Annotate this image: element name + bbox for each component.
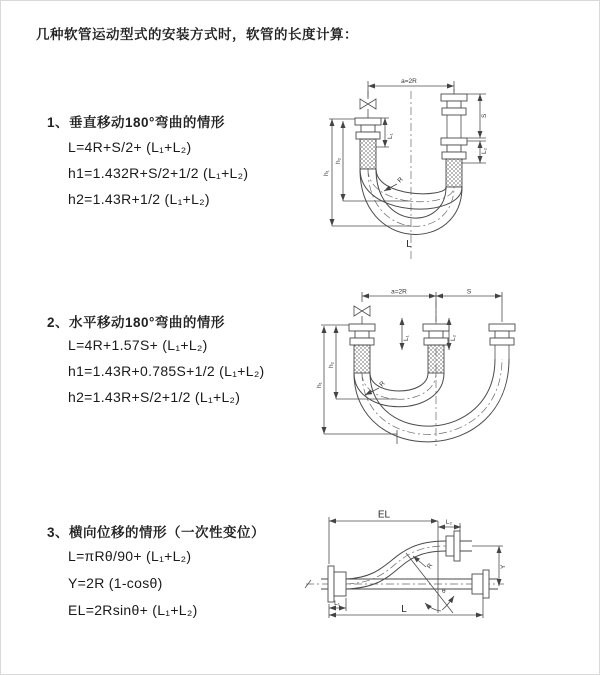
section-3-heading: 3、横向位移的情形（一次性变位） [47, 525, 266, 540]
angle-label: θ [442, 588, 446, 595]
valve-icon [354, 306, 370, 324]
dim-label-a2r: a=2R [391, 288, 407, 296]
dim-label-l2: L₂ [481, 147, 488, 154]
section-3-formula-l: L=πRθ/90+ (L₁+L₂) [68, 548, 192, 564]
diagram-lateral-displacement [296, 501, 596, 651]
left-flange [349, 324, 375, 373]
dimension-lines [316, 289, 502, 435]
diagram-horizontal-180-bend [301, 284, 591, 459]
section-1-formula-h1: h1=1.432R+S/2+1/2 (L₁+L₂) [68, 165, 249, 181]
section-3-formula-el: EL=2Rsinθ+ (L₁+L₂) [68, 602, 198, 618]
length-label: L [406, 239, 412, 250]
dim-label-l1: L₁ [403, 335, 410, 341]
diagram-vertical-180-bend [296, 61, 596, 266]
dim-label-l1: L₁ [334, 600, 340, 607]
dim-label-s: S [481, 113, 488, 118]
left-flange [355, 118, 381, 169]
top-right-flange [446, 531, 472, 561]
dimension-lines [329, 510, 507, 619]
radius-label: R [396, 176, 405, 185]
dim-label-l1: L₁ [387, 133, 394, 139]
dim-label-h1: h₁ [323, 170, 330, 176]
dim-label-a2r: a=2R [401, 78, 417, 85]
dim-label-y: Y [500, 564, 507, 569]
radius-label: R [425, 562, 435, 571]
section-3-formula-y: Y=2R (1-cosθ) [68, 575, 163, 591]
radius-label: R [378, 380, 387, 389]
section-1-heading: 1、垂直移动180°弯曲的情形 [47, 115, 225, 130]
dim-label-l2: L₂ [450, 334, 457, 341]
dim-label-h2: h₂ [335, 157, 342, 164]
section-2-heading: 2、水平移动180°弯曲的情形 [47, 315, 225, 330]
section-1-formula-h2: h2=1.43R+1/2 (L₁+L₂) [68, 191, 210, 207]
dim-label-l: L [401, 604, 407, 615]
section-1-formula-l: L=4R+S/2+ (L₁+L₂) [68, 139, 192, 155]
dimension-lines [323, 78, 488, 250]
middle-flange [423, 324, 449, 373]
section-2-formula-h2: h2=1.43R+S/2+1/2 (L₁+L₂) [68, 389, 241, 405]
right-flange [489, 324, 515, 359]
dim-label-h2: h₂ [328, 361, 335, 368]
section-2-formula-h1: h1=1.43R+0.785S+1/2 (L₁+L₂) [68, 363, 265, 379]
dim-label-s: S [466, 288, 472, 296]
section-2-formula-l: L=4R+1.57S+ (L₁+L₂) [68, 337, 208, 353]
right-flange [441, 89, 467, 187]
page-title: 几种软管运动型式的安装方式时，软管的长度计算： [36, 27, 358, 42]
dim-label-el: EL [377, 509, 391, 521]
dim-label-h1: h₁ [316, 382, 323, 388]
dim-label-l2: L₂ [445, 519, 453, 526]
